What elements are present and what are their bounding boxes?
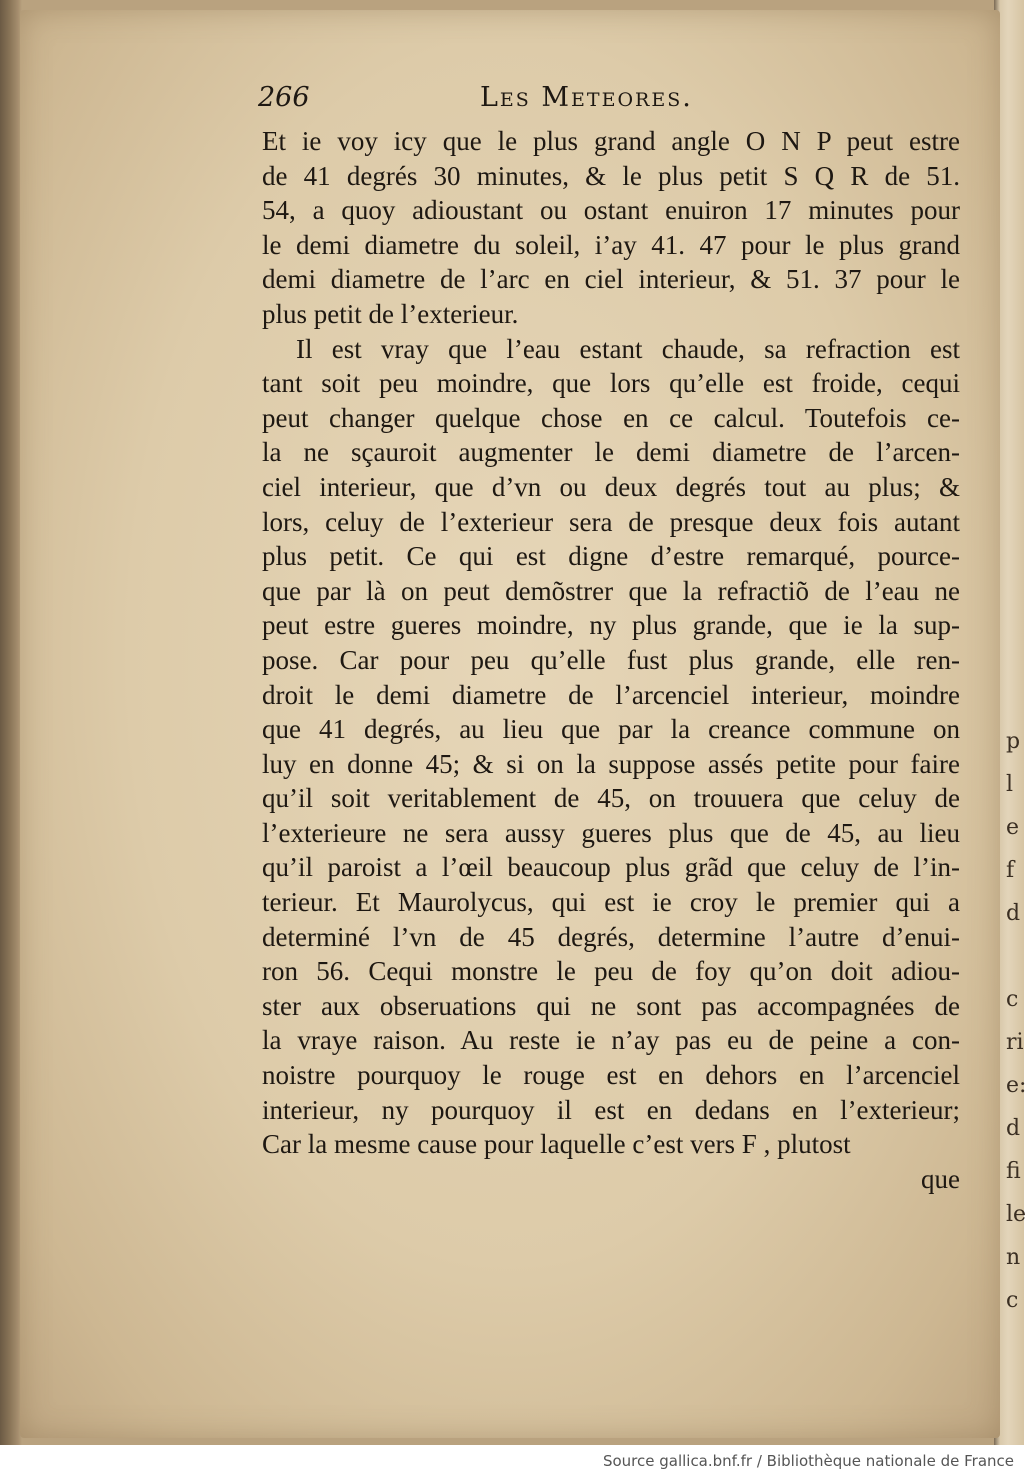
text-line: la vraye raison. Au reste ie n’ay pas eu de peine a con-: [262, 1025, 960, 1056]
text-line: pose. Car pour peu qu’elle fust plus grande, elle ren-: [262, 644, 960, 675]
text-line: Il est vray que l’eau estant chaude, sa refraction est: [296, 333, 960, 364]
facing-page-text-fragments: [1006, 720, 1024, 1322]
text-line: de 41 degrés 30 minutes, & le plus petit S Q R de 51.: [262, 160, 960, 191]
source-credit: Source gallica.bnf.fr / Bibliothèque nationale de France: [602, 1452, 1014, 1470]
facing-page-fragment: e: [1006, 815, 1020, 840]
text-line: determiné l’vn de 45 degrés, determine l’autre d’enui-: [262, 921, 960, 952]
text-line: qu’il paroist a l’œil beaucoup plus grãd que celuy de l’in-: [262, 852, 960, 883]
facing-page-fragment: d: [1006, 901, 1021, 926]
facing-page-fragment: [1006, 935, 1024, 978]
text-line: plus petit. Ce qui est digne d’estre remarqué, pource-: [262, 541, 960, 572]
body-text: [262, 124, 960, 1196]
text-line: que 41 degrés, au lieu que par la creance commune on: [262, 714, 960, 745]
text-line: lors, celuy de l’exterieur sera de presque deux fois autant: [262, 506, 960, 537]
text-line: tant soit peu moindre, que lors qu’elle est froide, cequi: [262, 368, 960, 399]
facing-page-fragment: d: [1006, 1116, 1021, 1141]
text-line: peut changer quelque chose en ce calcul. Toutefois ce-: [262, 402, 960, 433]
text-line: ron 56. Cequi monstre le peu de foy qu’on doit adiou-: [262, 956, 960, 987]
text-line: noistre pourquoy le rouge est en dehors en l’arcenciel: [262, 1060, 960, 1091]
text-line: Car la mesme cause pour laquelle c’est vers F , plutost: [262, 1129, 851, 1160]
text-line: interieur, ny pourquoy il est en dedans en l’exterieur;: [262, 1094, 960, 1125]
running-title: Les Meteores.: [480, 82, 693, 113]
text-line: Et ie voy icy que le plus grand angle O N P peut estre: [262, 126, 960, 156]
text-line: luy en donne 45; & si on la suppose assés petite pour faire: [262, 748, 960, 779]
catchword: que: [921, 1163, 960, 1194]
text-line: ster aux obseruations qui ne sont pas accompagnées de: [262, 990, 960, 1021]
text-line: droit le demi diametre de l’arcenciel interieur, moindre: [262, 679, 960, 710]
facing-page-fragment: le: [1006, 1202, 1026, 1227]
page-header: [258, 82, 958, 122]
text-line: que par là on peut demõstrer que la refractiõ de l’eau ne: [262, 575, 960, 606]
text-line: demi diametre de l’arc en ciel interieur, & 51. 37 pour le: [262, 264, 960, 295]
facing-page-fragment: p: [1006, 729, 1021, 754]
facing-page-fragment: c: [1006, 987, 1019, 1012]
text-line: qu’il soit veritablement de 45, on trouuera que celuy de: [262, 783, 960, 814]
text-line: terieur. Et Maurolycus, qui est ie croy le premier qui a: [262, 887, 960, 918]
text-line: le demi diametre du soleil, i’ay 41. 47 pour le plus grand: [262, 229, 960, 260]
page-number: 266: [258, 82, 310, 113]
text-line: 54, a quoy adioustant ou ostant enuiron 17 minutes pour: [262, 195, 960, 226]
facing-page-fragment: fi: [1006, 1159, 1021, 1184]
text-line: l’exterieure ne sera aussy gueres plus que de 45, au lieu: [262, 817, 960, 848]
text-line: peut estre gueres moindre, ny plus grande, que ie la sup-: [262, 610, 960, 641]
facing-page-fragment: l: [1006, 772, 1014, 797]
text-line: la ne sçauroit augmenter le demi diametre de l’arcen-: [262, 437, 960, 468]
facing-page-fragment: n: [1006, 1245, 1021, 1270]
facing-page-fragment: f: [1006, 858, 1015, 883]
facing-page-fragment: ri: [1006, 1030, 1024, 1055]
text-line: plus petit de l’exterieur.: [262, 298, 519, 329]
facing-page-fragment: c: [1006, 1288, 1019, 1313]
text-line: ciel interieur, que d’vn ou deux degrés tout au plus; &: [262, 471, 960, 502]
facing-page-fragment: e:: [1006, 1073, 1026, 1098]
